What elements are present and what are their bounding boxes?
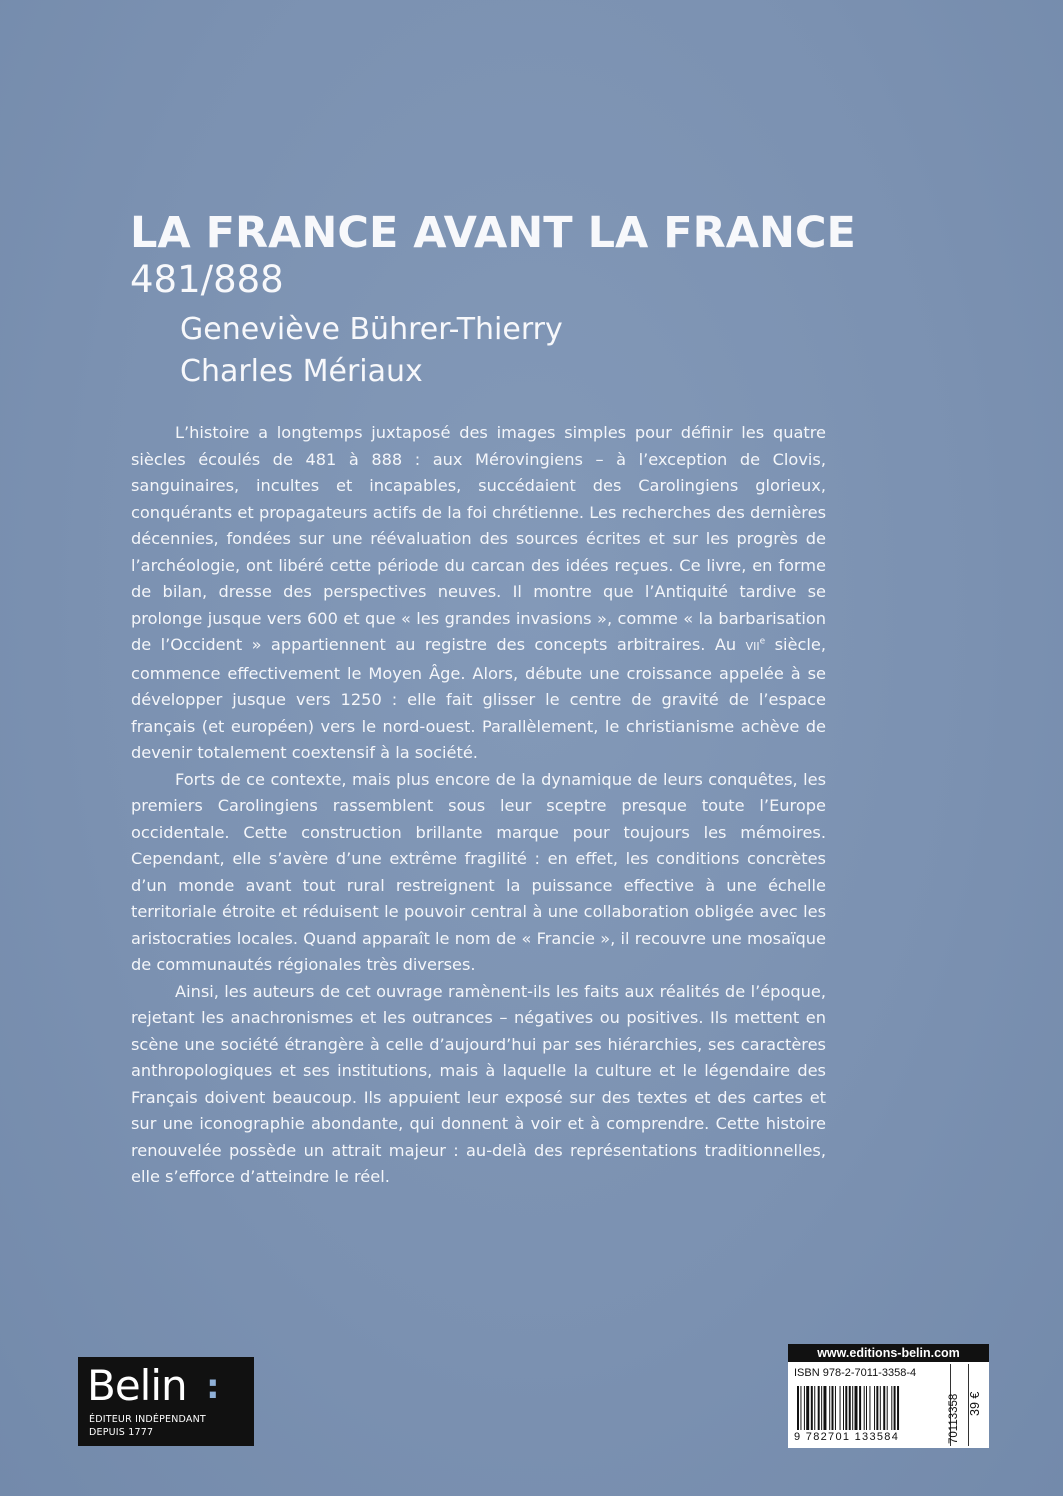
product-code: 70113358 bbox=[948, 1393, 960, 1444]
century-superscript: e bbox=[759, 636, 766, 647]
blurb-paragraph-3: Ainsi, les auteurs de cet ouvrage ramènent-ils les faits aux réalités de l’époque, rejetant les anachronismes et les outrances – négatives ou positives. Ils mettent en scène une société étrangère à celle d’aujourd’hui par ses hiérarchies, ses caractères anthropologiques et ses institutions, mais à laquelle la culture et le légendaire des Français doivent beaucoup. Ils appuient leur exposé sur des textes et des cartes et sur une iconographie abondante, qui donnent à voir et à comprendre. Cette histoire renouvelée possède un attrait majeur : au-delà des représentations traditionnelles, elle s’efforce d’atteindre le réel. bbox=[131, 981, 826, 1186]
isbn-number: ISBN 978-2-7011-3358-4 bbox=[794, 1367, 917, 1379]
publisher-logo-colon: : bbox=[206, 1367, 220, 1407]
century-numeral: VII bbox=[745, 640, 760, 653]
isbn-panel bbox=[788, 1344, 989, 1448]
blurb-paragraph-2: Forts de ce contexte, mais plus encore de la dynamique de leurs conquêtes, les premiers Carolingiens rassemblent sous leur sceptre presque toute l’Europe occidentale. Cette construction brillante marque pour toujours les mémoires. Cependant, elle s’avère d’une extrême fragilité : en effet, les conditions concrètes d’un monde avant tout rural restreignent la puissance effective à une échelle territoriale étroite et réduisent le pouvoir central à une collaboration obligée avec les aristocraties locales. Quand apparaît le nom de « Francie », il recouvre une mosaïque de communautés régionales très diverses. bbox=[131, 769, 826, 974]
book-years: 481/888 bbox=[130, 258, 284, 301]
publisher-tagline: ÉDITEUR INDÉPENDANT DEPUIS 1777 bbox=[89, 1414, 206, 1438]
author-1: Geneviève Bührer-Thierry bbox=[180, 312, 563, 347]
publisher-logo bbox=[78, 1357, 254, 1446]
barcode-icon bbox=[796, 1386, 946, 1430]
barcode-digits: 9 782701 133584 bbox=[794, 1431, 900, 1443]
book-title: LA FRANCE AVANT LA FRANCE bbox=[130, 208, 856, 258]
publisher-logo-word: Belin bbox=[87, 1361, 187, 1410]
price: 39 € bbox=[968, 1391, 982, 1416]
author-2: Charles Mériaux bbox=[180, 354, 423, 389]
publisher-website: www.editions-belin.com bbox=[788, 1344, 989, 1362]
blurb-paragraph-1: L’histoire a longtemps juxtaposé des images simples pour définir les quatre siècles écoulés de 481 à 888 : aux Mérovingiens – à l’exception de Clovis, sanguinaires, incultes et incapables, succédaient des Carolingiens glorieux, conquérants et propagateurs actifs de la foi chrétienne. Les recherches des dernières décennies, fondées sur une réévaluation des sources écrites et sur les progrès de l’archéologie, ont libéré cette période du carcan des idées reçues. Ce livre, en forme de bilan, dresse des perspectives neuves. Il montre que l’Antiquité tardive se prolonge jusque vers 600 et que « les grandes invasions », comme « la barbarisation de l’Occident » appartiennent au registre des concepts arbitraires. Au VIIe siècle, commence effectivement le Moyen Âge. Alors, débute une croissance appelée à se développer jusque vers 1250 : elle fait glisser le centre de gravité de l’espace français (et européen) vers le nord-ouest. Parallèlement, le christianisme achève de devenir totalement coextensif à la société. bbox=[131, 423, 826, 762]
blurb-text bbox=[131, 420, 826, 1191]
